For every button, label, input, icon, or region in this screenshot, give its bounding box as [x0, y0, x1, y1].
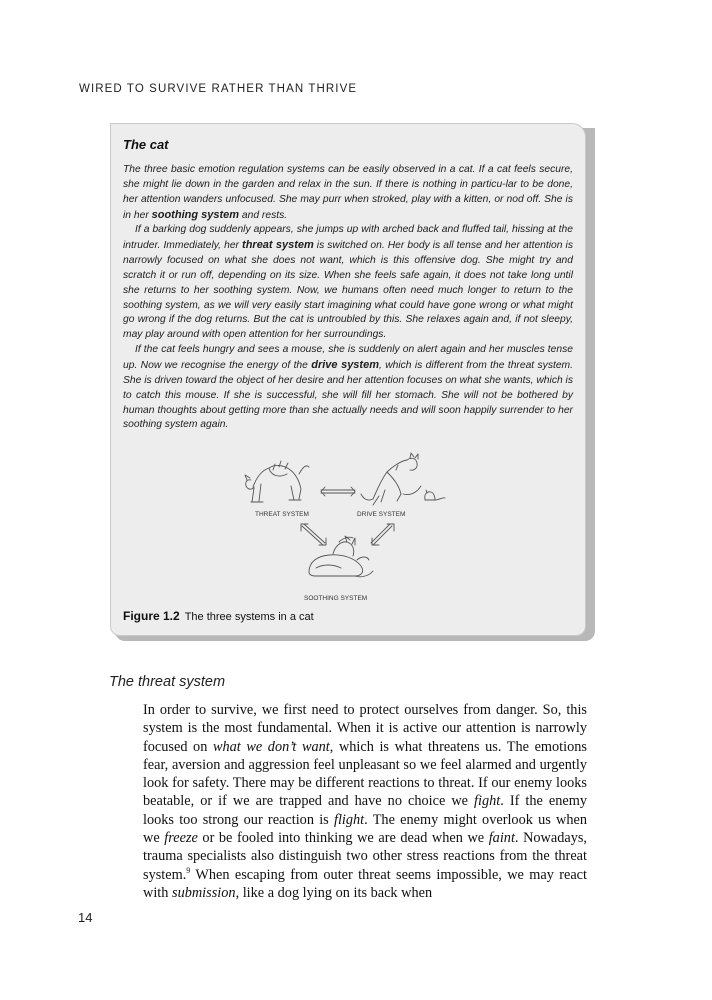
drive-cat-illustration [361, 453, 421, 505]
section-heading: The threat system [109, 674, 226, 690]
threat-system-label: THREAT SYSTEM [255, 511, 309, 518]
three-systems-figure [111, 124, 587, 637]
arrow-threat-soothing [301, 524, 326, 545]
sidebar-box [110, 123, 586, 636]
arrow-threat-drive [321, 487, 355, 496]
soothing-cats-illustration [309, 536, 373, 577]
mouse-illustration [425, 490, 445, 500]
box-paragraph-2: If a barking dog suddenly appears, she jumps up with arched back and fluffed tail, hissing at the intruder. Immediately, her threat system is switched on. Her body is all tense and her attention is narrowly focused on what she does not want, which is this offensive dog. She might try and scratch it or run off, depending on its size. When she feels safe again, it does not take long until she returns to her soothing system. Now, we humans often need much longer to return to the soothing system, as we will very easily start imagining what could have gone wrong or what might go wrong if the dog returns. But the cat is untroubled by this. She relaxes again and, if not sleepy, may play around with open attention for her surroundings. [123, 224, 573, 341]
page-number: 14 [78, 910, 93, 925]
drive-system-label: DRIVE SYSTEM [357, 511, 406, 518]
drive-system-term: drive system [311, 358, 379, 371]
box-paragraph-3: If the cat feels hungry and sees a mouse, she is suddenly on alert again and her muscles tense up. Now we recognise the energy of the drive system, which is different from the threat system. She is driven toward the object of her desire and her attention focuses on what she wants, which is to catch this mouse. If she is successful, she will fill her stomach. She will not be bothered by human thoughts about getting more than she actually needs and will soon happily surrender to her soothing system again. [123, 344, 573, 431]
box-title: The cat [123, 137, 169, 152]
threat-cat-illustration [245, 461, 309, 502]
box-paragraph-1: The three basic emotion regulation systems can be easily observed in a cat. If a cat feels secure, she might lie down in the garden and relax in the sun. If there is nothing in particu-lar to be done, her attention wanders unfocused. She may purr when stroked, play with a kitten, or nod off. She is in her soothing system and rests. [123, 164, 573, 221]
running-head: WIRED TO SURVIVE RATHER THAN THRIVE [79, 83, 358, 95]
arrow-drive-soothing [371, 524, 394, 545]
footnote-reference: 9 [186, 865, 191, 875]
body-paragraph: In order to survive, we first need to protect ourselves from danger. So, this system is the most fundamental. When it is active our attention is narrowly focused on what we don’t want, which is what threatens us. The emotions fear, aversion and aggression feel unpleasant so we feel alarmed and urgently look for safety. There may be different reactions to threat. If our enemy looks beatable, or if we are trapped and have no choice we fight. If the enemy looks too strong our reaction is flight. The enemy might overlook us when we freeze or be fooled into thinking we are dead when we faint. Nowadays, trauma specialists also distinguish two other stress reactions from the threat system.$^9$ When escaping from outer threat seems impossible, we may react with submission, like a dog lying on its back when [143, 702, 587, 901]
soothing-system-label: SOOTHING SYSTEM [304, 595, 368, 602]
threat-system-term: threat system [242, 239, 314, 252]
figure-caption [123, 609, 314, 623]
soothing-system-term: soothing system [151, 208, 240, 221]
figure-number: Figure 1.2 [123, 609, 180, 623]
figure-caption-text: The three systems in a cat [184, 611, 314, 623]
